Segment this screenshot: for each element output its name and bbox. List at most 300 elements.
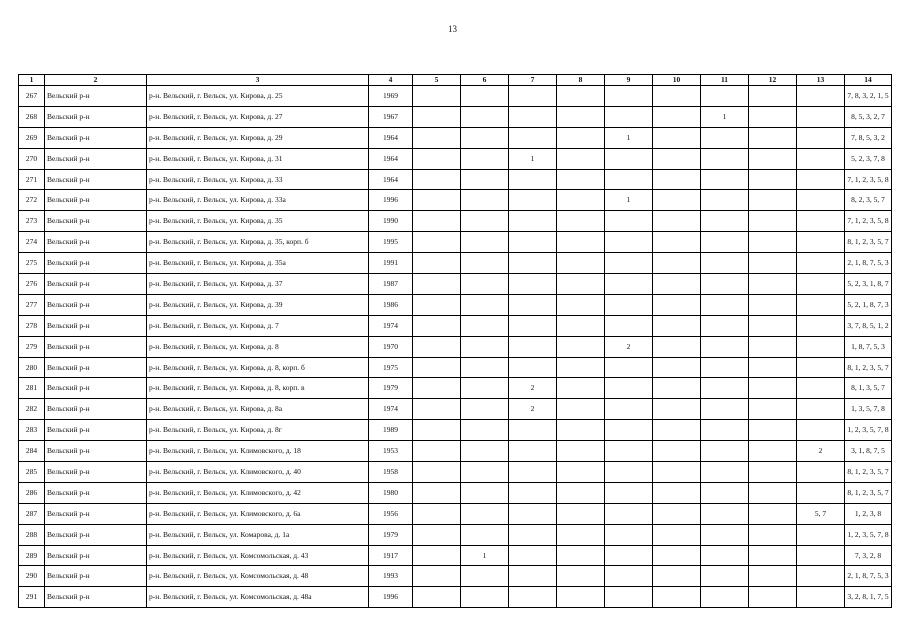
table-cell-col-10 xyxy=(653,545,701,566)
table-cell-col-1: 283 xyxy=(19,420,45,441)
table-cell-col-3: р-н. Вельский, г. Вельск, ул. Климовского, д. 42 xyxy=(147,482,369,503)
table-cell-col-14: 3, 7, 8, 5, 1, 2 xyxy=(845,315,892,336)
table-cell-col-13 xyxy=(797,315,845,336)
table-cell-col-14: 1, 8, 7, 5, 3 xyxy=(845,336,892,357)
table-cell-col-11 xyxy=(701,336,749,357)
table-cell-col-8 xyxy=(557,211,605,232)
table-cell-col-6 xyxy=(461,274,509,295)
table-cell-col-9 xyxy=(605,106,653,127)
table-cell-col-9: 1 xyxy=(605,190,653,211)
table-cell-col-14: 8, 1, 2, 3, 5, 7 xyxy=(845,357,892,378)
table-cell-col-12 xyxy=(749,211,797,232)
table-cell-col-4: 1956 xyxy=(369,503,413,524)
table-cell-col-13 xyxy=(797,294,845,315)
table-cell-col-2: Вельский р-н xyxy=(45,211,147,232)
table-cell-col-10 xyxy=(653,399,701,420)
table-cell-col-5 xyxy=(413,420,461,441)
table-cell-col-12 xyxy=(749,190,797,211)
table-cell-col-14: 7, 1, 2, 3, 5, 8 xyxy=(845,211,892,232)
table-row xyxy=(19,86,892,107)
table-cell-col-7 xyxy=(509,441,557,462)
table-cell-col-9 xyxy=(605,294,653,315)
table-cell-col-6 xyxy=(461,315,509,336)
table-cell-col-14: 8, 1, 2, 3, 5, 7 xyxy=(845,462,892,483)
table-cell-col-13 xyxy=(797,211,845,232)
table-cell-col-14: 1, 2, 3, 8 xyxy=(845,503,892,524)
table-cell-col-6 xyxy=(461,253,509,274)
table-cell-col-14: 2, 1, 8, 7, 5, 3 xyxy=(845,566,892,587)
table-cell-col-8 xyxy=(557,86,605,107)
table-cell-col-7 xyxy=(509,545,557,566)
table-cell-col-10 xyxy=(653,315,701,336)
table-cell-col-5 xyxy=(413,169,461,190)
table-cell-col-3: р-н. Вельский, г. Вельск, ул. Климовского, д. 6а xyxy=(147,503,369,524)
table-cell-col-1: 286 xyxy=(19,482,45,503)
table-cell-col-5 xyxy=(413,294,461,315)
table-row xyxy=(19,336,892,357)
table-cell-col-9 xyxy=(605,86,653,107)
table-cell-col-13 xyxy=(797,169,845,190)
table-cell-col-5 xyxy=(413,399,461,420)
table-cell-col-14: 1, 2, 3, 5, 7, 8 xyxy=(845,420,892,441)
table-cell-col-2: Вельский р-н xyxy=(45,86,147,107)
table-cell-col-7 xyxy=(509,357,557,378)
table-cell-col-10 xyxy=(653,294,701,315)
table-cell-col-12 xyxy=(749,441,797,462)
table-cell-col-12 xyxy=(749,566,797,587)
table-cell-col-11 xyxy=(701,566,749,587)
table-cell-col-9 xyxy=(605,566,653,587)
table-cell-col-14: 8, 1, 2, 3, 5, 7 xyxy=(845,482,892,503)
table-cell-col-7 xyxy=(509,482,557,503)
table-cell-col-9 xyxy=(605,357,653,378)
table-cell-col-3: р-н. Вельский, г. Вельск, ул. Кирова, д. 8 xyxy=(147,336,369,357)
table-cell-col-10 xyxy=(653,253,701,274)
table-cell-col-10 xyxy=(653,357,701,378)
table-cell-col-3: р-н. Вельский, г. Вельск, ул. Кирова, д. 8, корп. в xyxy=(147,378,369,399)
table-cell-col-1: 285 xyxy=(19,462,45,483)
table-cell-col-4: 1990 xyxy=(369,211,413,232)
table-cell-col-14: 7, 3, 2, 8 xyxy=(845,545,892,566)
table-cell-col-14: 2, 1, 8, 7, 5, 3 xyxy=(845,253,892,274)
table-cell-col-4: 1953 xyxy=(369,441,413,462)
table-cell-col-6 xyxy=(461,106,509,127)
table-cell-col-1: 271 xyxy=(19,169,45,190)
table-cell-col-3: р-н. Вельский, г. Вельск, ул. Кирова, д. 29 xyxy=(147,127,369,148)
table-cell-col-5 xyxy=(413,253,461,274)
table-cell-col-6 xyxy=(461,190,509,211)
table-cell-col-8 xyxy=(557,482,605,503)
table-cell-col-13 xyxy=(797,545,845,566)
table-cell-col-1: 281 xyxy=(19,378,45,399)
table-cell-col-8 xyxy=(557,106,605,127)
table-cell-col-14: 3, 1, 8, 7, 5 xyxy=(845,441,892,462)
table-cell-col-1: 287 xyxy=(19,503,45,524)
table-cell-col-8 xyxy=(557,232,605,253)
table-cell-col-7 xyxy=(509,587,557,608)
table-row xyxy=(19,211,892,232)
table-cell-col-4: 1980 xyxy=(369,482,413,503)
table-cell-col-8 xyxy=(557,274,605,295)
table-cell-col-8 xyxy=(557,315,605,336)
table-cell-col-4: 1964 xyxy=(369,127,413,148)
table-cell-col-11 xyxy=(701,399,749,420)
table-cell-col-3: р-н. Вельский, г. Вельск, ул. Кирова, д. 8, корп. б xyxy=(147,357,369,378)
table-row xyxy=(19,587,892,608)
table-cell-col-12 xyxy=(749,294,797,315)
table-cell-col-13: 2 xyxy=(797,441,845,462)
table-cell-col-12 xyxy=(749,503,797,524)
table-cell-col-4: 1986 xyxy=(369,294,413,315)
table-cell-col-4: 1967 xyxy=(369,106,413,127)
table-cell-col-10 xyxy=(653,566,701,587)
table-cell-col-14: 5, 2, 3, 1, 8, 7 xyxy=(845,274,892,295)
table-cell-col-2: Вельский р-н xyxy=(45,587,147,608)
table-cell-col-5 xyxy=(413,106,461,127)
table-cell-col-9 xyxy=(605,462,653,483)
table-cell-col-3: р-н. Вельский, г. Вельск, ул. Климовского, д. 18 xyxy=(147,441,369,462)
table-cell-col-12 xyxy=(749,274,797,295)
table-cell-col-5 xyxy=(413,232,461,253)
table-cell-col-8 xyxy=(557,294,605,315)
table-cell-col-5 xyxy=(413,190,461,211)
table-cell-col-7 xyxy=(509,315,557,336)
table-cell-col-7 xyxy=(509,190,557,211)
table-cell-col-7 xyxy=(509,169,557,190)
table-cell-col-6 xyxy=(461,524,509,545)
table-cell-col-4: 1970 xyxy=(369,336,413,357)
table-cell-col-8 xyxy=(557,503,605,524)
table-cell-col-11 xyxy=(701,148,749,169)
table-cell-col-7 xyxy=(509,294,557,315)
table-row xyxy=(19,357,892,378)
table-cell-col-14: 8, 1, 2, 3, 5, 7 xyxy=(845,232,892,253)
table-cell-col-12 xyxy=(749,378,797,399)
table-cell-col-9 xyxy=(605,253,653,274)
table-cell-col-2: Вельский р-н xyxy=(45,294,147,315)
table-cell-col-14: 5, 2, 1, 8, 7, 3 xyxy=(845,294,892,315)
table-cell-col-13 xyxy=(797,253,845,274)
table-cell-col-4: 1969 xyxy=(369,86,413,107)
table-cell-col-2: Вельский р-н xyxy=(45,315,147,336)
table-cell-col-8 xyxy=(557,566,605,587)
table-cell-col-12 xyxy=(749,336,797,357)
table-cell-col-1: 276 xyxy=(19,274,45,295)
table-cell-col-8 xyxy=(557,524,605,545)
table-cell-col-11 xyxy=(701,462,749,483)
table-cell-col-13 xyxy=(797,587,845,608)
table-cell-col-2: Вельский р-н xyxy=(45,127,147,148)
table-cell-col-5 xyxy=(413,148,461,169)
table-row xyxy=(19,482,892,503)
table-cell-col-9: 2 xyxy=(605,336,653,357)
table-row xyxy=(19,315,892,336)
table-cell-col-3: р-н. Вельский, г. Вельск, ул. Кирова, д. 33 xyxy=(147,169,369,190)
table-cell-col-8 xyxy=(557,545,605,566)
table-cell-col-11 xyxy=(701,211,749,232)
column-header-8: 8 xyxy=(557,75,605,86)
table-cell-col-13 xyxy=(797,378,845,399)
table-cell-col-7 xyxy=(509,86,557,107)
column-header-1: 1 xyxy=(19,75,45,86)
table-row xyxy=(19,566,892,587)
table-cell-col-6 xyxy=(461,566,509,587)
table-cell-col-9 xyxy=(605,169,653,190)
table-cell-col-1: 270 xyxy=(19,148,45,169)
table-cell-col-5 xyxy=(413,587,461,608)
column-header-7: 7 xyxy=(509,75,557,86)
table-cell-col-11 xyxy=(701,503,749,524)
table-cell-col-13 xyxy=(797,106,845,127)
table-cell-col-2: Вельский р-н xyxy=(45,462,147,483)
table-body xyxy=(19,86,892,608)
table-cell-col-14: 1, 3, 5, 7, 8 xyxy=(845,399,892,420)
table-cell-col-2: Вельский р-н xyxy=(45,357,147,378)
table-cell-col-1: 272 xyxy=(19,190,45,211)
table-cell-col-4: 1989 xyxy=(369,420,413,441)
table-cell-col-11 xyxy=(701,190,749,211)
table-cell-col-12 xyxy=(749,106,797,127)
table-cell-col-12 xyxy=(749,148,797,169)
table-cell-col-8 xyxy=(557,127,605,148)
table-row xyxy=(19,190,892,211)
table-cell-col-7 xyxy=(509,253,557,274)
column-header-9: 9 xyxy=(605,75,653,86)
table-cell-col-13 xyxy=(797,462,845,483)
table-cell-col-1: 269 xyxy=(19,127,45,148)
table-cell-col-1: 282 xyxy=(19,399,45,420)
table-cell-col-14: 1, 2, 3, 5, 7, 8 xyxy=(845,524,892,545)
table-cell-col-8 xyxy=(557,420,605,441)
table-cell-col-8 xyxy=(557,441,605,462)
table-cell-col-2: Вельский р-н xyxy=(45,503,147,524)
column-header-12: 12 xyxy=(749,75,797,86)
table-cell-col-3: р-н. Вельский, г. Вельск, ул. Кирова, д. 35а xyxy=(147,253,369,274)
table-header-row xyxy=(19,75,892,86)
table-cell-col-2: Вельский р-н xyxy=(45,441,147,462)
table-cell-col-11 xyxy=(701,420,749,441)
table-cell-col-7 xyxy=(509,566,557,587)
table-cell-col-9 xyxy=(605,232,653,253)
table-cell-col-2: Вельский р-н xyxy=(45,253,147,274)
table-cell-col-11 xyxy=(701,378,749,399)
table-cell-col-6 xyxy=(461,357,509,378)
table-cell-col-1: 268 xyxy=(19,106,45,127)
table-row xyxy=(19,253,892,274)
table-cell-col-6 xyxy=(461,294,509,315)
data-table xyxy=(18,74,892,608)
table-cell-col-7 xyxy=(509,106,557,127)
table-cell-col-3: р-н. Вельский, г. Вельск, ул. Кирова, д. 27 xyxy=(147,106,369,127)
table-cell-col-10 xyxy=(653,482,701,503)
table-cell-col-11 xyxy=(701,441,749,462)
table-cell-col-5 xyxy=(413,462,461,483)
table-cell-col-4: 1974 xyxy=(369,399,413,420)
column-header-4: 4 xyxy=(369,75,413,86)
table-cell-col-11 xyxy=(701,232,749,253)
table-cell-col-12 xyxy=(749,482,797,503)
table-cell-col-9 xyxy=(605,148,653,169)
table-cell-col-8 xyxy=(557,190,605,211)
table-cell-col-14: 7, 1, 2, 3, 5, 8 xyxy=(845,169,892,190)
table-cell-col-5 xyxy=(413,315,461,336)
table-cell-col-12 xyxy=(749,253,797,274)
table-cell-col-9 xyxy=(605,545,653,566)
table-cell-col-2: Вельский р-н xyxy=(45,399,147,420)
table-cell-col-6 xyxy=(461,503,509,524)
column-header-13: 13 xyxy=(797,75,845,86)
table-cell-col-2: Вельский р-н xyxy=(45,566,147,587)
table-cell-col-9: 1 xyxy=(605,127,653,148)
table-cell-col-3: р-н. Вельский, г. Вельск, ул. Комарова, д. 1а xyxy=(147,524,369,545)
table-cell-col-1: 284 xyxy=(19,441,45,462)
table-cell-col-12 xyxy=(749,169,797,190)
table-cell-col-2: Вельский р-н xyxy=(45,378,147,399)
table-cell-col-13 xyxy=(797,232,845,253)
table-cell-col-5 xyxy=(413,482,461,503)
table-cell-col-3: р-н. Вельский, г. Вельск, ул. Кирова, д. 35 xyxy=(147,211,369,232)
table-cell-col-6 xyxy=(461,399,509,420)
table-cell-col-5 xyxy=(413,566,461,587)
table-cell-col-4: 1995 xyxy=(369,232,413,253)
table-cell-col-8 xyxy=(557,253,605,274)
table-row xyxy=(19,378,892,399)
table-cell-col-6 xyxy=(461,86,509,107)
table-cell-col-10 xyxy=(653,336,701,357)
table-cell-col-9 xyxy=(605,378,653,399)
table-cell-col-6: 1 xyxy=(461,545,509,566)
table-cell-col-10 xyxy=(653,274,701,295)
table-cell-col-1: 275 xyxy=(19,253,45,274)
table-row xyxy=(19,127,892,148)
table-cell-col-7 xyxy=(509,127,557,148)
table-cell-col-2: Вельский р-н xyxy=(45,420,147,441)
table-cell-col-6 xyxy=(461,482,509,503)
table-cell-col-7: 2 xyxy=(509,399,557,420)
table-cell-col-14: 7, 8, 3, 2, 1, 5 xyxy=(845,86,892,107)
table-cell-col-11 xyxy=(701,274,749,295)
table-cell-col-5 xyxy=(413,503,461,524)
table-cell-col-9 xyxy=(605,420,653,441)
table-cell-col-4: 1987 xyxy=(369,274,413,295)
table-cell-col-1: 290 xyxy=(19,566,45,587)
table-cell-col-4: 1964 xyxy=(369,148,413,169)
table-cell-col-9 xyxy=(605,211,653,232)
table-cell-col-14: 5, 2, 3, 7, 8 xyxy=(845,148,892,169)
table-cell-col-4: 1958 xyxy=(369,462,413,483)
table-cell-col-13 xyxy=(797,524,845,545)
table-cell-col-3: р-н. Вельский, г. Вельск, ул. Комсомольская, д. 48а xyxy=(147,587,369,608)
table-cell-col-11 xyxy=(701,86,749,107)
table-cell-col-8 xyxy=(557,462,605,483)
table-cell-col-4: 1964 xyxy=(369,169,413,190)
table-cell-col-12 xyxy=(749,232,797,253)
table-cell-col-3: р-н. Вельский, г. Вельск, ул. Кирова, д. 25 xyxy=(147,86,369,107)
table-cell-col-3: р-н. Вельский, г. Вельск, ул. Комсомольская, д. 43 xyxy=(147,545,369,566)
table-row xyxy=(19,148,892,169)
table-cell-col-5 xyxy=(413,274,461,295)
table-row xyxy=(19,462,892,483)
table-cell-col-3: р-н. Вельский, г. Вельск, ул. Кирова, д. 7 xyxy=(147,315,369,336)
table-cell-col-6 xyxy=(461,169,509,190)
table-cell-col-12 xyxy=(749,399,797,420)
table-cell-col-13 xyxy=(797,482,845,503)
table-cell-col-1: 267 xyxy=(19,86,45,107)
table-cell-col-13 xyxy=(797,190,845,211)
table-cell-col-8 xyxy=(557,336,605,357)
table-cell-col-12 xyxy=(749,86,797,107)
table-cell-col-13 xyxy=(797,86,845,107)
table-cell-col-10 xyxy=(653,211,701,232)
table-cell-col-2: Вельский р-н xyxy=(45,524,147,545)
table-cell-col-2: Вельский р-н xyxy=(45,106,147,127)
table-cell-col-4: 1917 xyxy=(369,545,413,566)
table-cell-col-9 xyxy=(605,524,653,545)
table-cell-col-2: Вельский р-н xyxy=(45,482,147,503)
table-cell-col-4: 1975 xyxy=(369,357,413,378)
table-cell-col-7: 1 xyxy=(509,148,557,169)
column-header-5: 5 xyxy=(413,75,461,86)
table-cell-col-3: р-н. Вельский, г. Вельск, ул. Комсомольская, д. 48 xyxy=(147,566,369,587)
table-cell-col-2: Вельский р-н xyxy=(45,545,147,566)
table-cell-col-9 xyxy=(605,441,653,462)
table-cell-col-7 xyxy=(509,211,557,232)
table-cell-col-10 xyxy=(653,524,701,545)
table-cell-col-7 xyxy=(509,524,557,545)
table-cell-col-6 xyxy=(461,336,509,357)
table-cell-col-9 xyxy=(605,274,653,295)
table-cell-col-6 xyxy=(461,441,509,462)
table-cell-col-9 xyxy=(605,587,653,608)
table-cell-col-2: Вельский р-н xyxy=(45,190,147,211)
table-cell-col-11 xyxy=(701,253,749,274)
table-cell-col-11 xyxy=(701,482,749,503)
table-cell-col-9 xyxy=(605,482,653,503)
table-cell-col-9 xyxy=(605,315,653,336)
table-row xyxy=(19,441,892,462)
table-cell-col-8 xyxy=(557,399,605,420)
table-cell-col-12 xyxy=(749,587,797,608)
table-cell-col-10 xyxy=(653,190,701,211)
table-cell-col-6 xyxy=(461,127,509,148)
table-cell-col-3: р-н. Вельский, г. Вельск, ул. Кирова, д. 33а xyxy=(147,190,369,211)
table-cell-col-13 xyxy=(797,399,845,420)
table-cell-col-3: р-н. Вельский, г. Вельск, ул. Кирова, д. 35, корп. б xyxy=(147,232,369,253)
table-cell-col-5 xyxy=(413,127,461,148)
table-cell-col-3: р-н. Вельский, г. Вельск, ул. Кирова, д. 37 xyxy=(147,274,369,295)
table-cell-col-13: 5, 7 xyxy=(797,503,845,524)
table-cell-col-4: 1996 xyxy=(369,190,413,211)
table-cell-col-6 xyxy=(461,378,509,399)
table-cell-col-14: 8, 5, 3, 2, 7 xyxy=(845,106,892,127)
table-cell-col-11 xyxy=(701,524,749,545)
table-cell-col-1: 291 xyxy=(19,587,45,608)
table-cell-col-9 xyxy=(605,399,653,420)
table-cell-col-13 xyxy=(797,148,845,169)
table-cell-col-11: 1 xyxy=(701,106,749,127)
table-cell-col-6 xyxy=(461,587,509,608)
table-cell-col-10 xyxy=(653,587,701,608)
table-cell-col-6 xyxy=(461,420,509,441)
table-cell-col-14: 8, 2, 3, 5, 7 xyxy=(845,190,892,211)
table-cell-col-3: р-н. Вельский, г. Вельск, ул. Кирова, д. 8а xyxy=(147,399,369,420)
column-header-2: 2 xyxy=(45,75,147,86)
table-cell-col-10 xyxy=(653,420,701,441)
table-cell-col-5 xyxy=(413,357,461,378)
table-cell-col-7 xyxy=(509,503,557,524)
table-cell-col-7 xyxy=(509,336,557,357)
table-cell-col-8 xyxy=(557,169,605,190)
